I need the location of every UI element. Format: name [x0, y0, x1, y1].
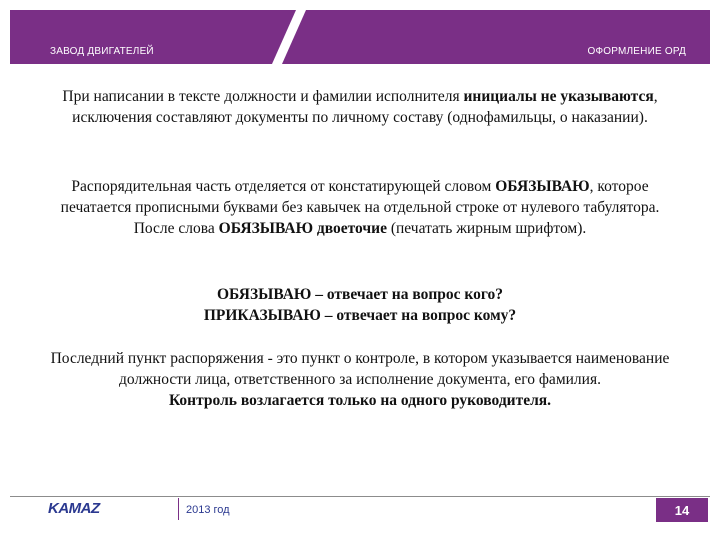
header-bar: [10, 10, 710, 64]
paragraph-text: , которое печатается прописными буквами без кавычек на отдельной строке от нулевого табулятора.: [60, 178, 660, 216]
header-right-title: ОФОРМЛЕНИЕ ОРД: [587, 46, 686, 57]
paragraph-text: , исключения составляют документы по личному составу (однофамильцы, о наказании).: [72, 88, 658, 126]
kamaz-logo: KAMAZ: [48, 500, 100, 517]
year-separator: [178, 498, 179, 520]
paragraph-text: Распорядительная часть отделяется от констатирующей словом: [71, 178, 496, 195]
paragraph-bold-text: Контроль возлагается только на одного руководителя.: [168, 392, 552, 409]
paragraph-bold-text: инициалы не указываются: [463, 88, 654, 105]
obligate-question-line: ОБЯЗЫВАЮ – отвечает на вопрос кого?: [216, 286, 504, 303]
page-number-badge: [656, 498, 708, 522]
paragraph-initials-rule: [50, 86, 670, 128]
paragraph-text: Последний пункт распоряжения - это пункт о контроле, в котором указывается наименование должности лица, ответственного за исполнение документа, его фамилия.: [50, 350, 670, 388]
footer-divider: [10, 496, 710, 497]
header-left-title: ЗАВОД ДВИГАТЕЛЕЙ: [50, 46, 154, 57]
paragraph-bold-text: ОБЯЗЫВАЮ: [495, 178, 590, 195]
paragraph-control-rule: [40, 348, 680, 411]
paragraph-obligate-rule: [40, 176, 680, 239]
paragraph-bold-text: ОБЯЗЫВАЮ двоеточие: [218, 220, 387, 237]
footer-year: 2013 год: [186, 504, 230, 516]
order-question-line: ПРИКАЗЫВАЮ – отвечает на вопрос кому?: [203, 307, 517, 324]
paragraph-question-rules: [40, 284, 680, 326]
paragraph-text: При написании в тексте должности и фамилии исполнителя: [62, 88, 464, 105]
paragraph-text: (печатать жирным шрифтом).: [386, 220, 587, 237]
paragraph-text: После слова: [133, 220, 219, 237]
page-number: 14: [674, 502, 690, 518]
